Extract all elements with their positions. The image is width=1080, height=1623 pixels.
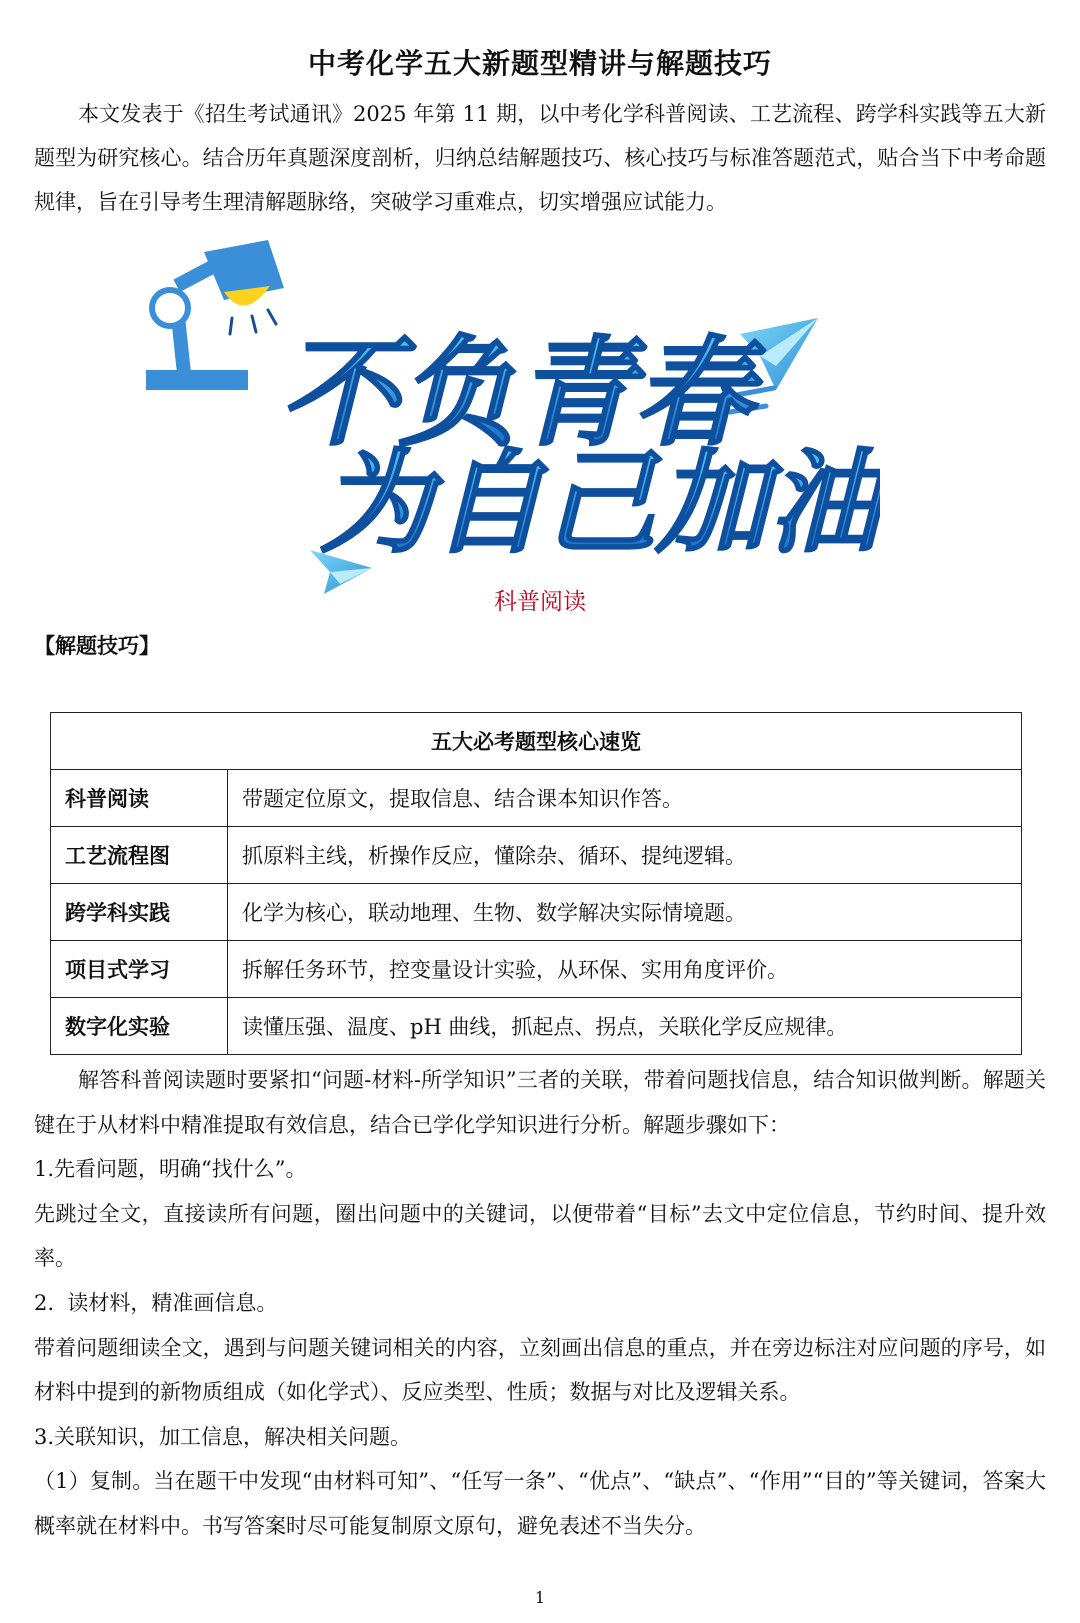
table-row — [51, 998, 1022, 1055]
slogan-line-1: 不负青春 — [280, 324, 753, 462]
table-row — [51, 827, 1022, 884]
table-row — [51, 884, 1022, 941]
body-paragraph: 解答科普阅读题时要紧扣“问题-材料-所学知识”三者的关联，带着问题找信息，结合知识做判断。解题关键在于从材料中精准提取有效信息，结合已学化学知识进行分析。解题步骤如下： — [34, 1068, 1046, 1137]
step-title: 3.关联知识，加工信息，解决相关问题。 — [34, 1424, 412, 1449]
step-text: 先跳过全文，直接读所有问题，圈出问题中的关键词，以便带着“目标”去文中定位信息，节约时间、提升效率。 — [34, 1201, 1046, 1271]
step-title: 2. 读材料，精准画信息。 — [34, 1290, 278, 1315]
step-text: 带着问题细读全文，遇到与问题关键词相关的内容，立刻画出信息的重点，并在旁边标注对应问题的序号，如材料中提到的新物质组成（如化学式）、反应类型、性质；数据与对比及逻辑关系。 — [34, 1335, 1046, 1405]
table-row — [51, 770, 1022, 827]
desk-lamp-icon — [146, 240, 284, 390]
tips-heading: 【解题技巧】 — [34, 633, 160, 658]
table-caption-row — [51, 713, 1022, 770]
summary-cell: 读懂压强、温度、pH 曲线，抓起点、拐点，关联化学反应规律。 — [228, 998, 1022, 1055]
summary-cell: 化学为核心，联动地理、生物、数学解决实际情境题。 — [228, 884, 1022, 941]
question-type-cell: 科普阅读 — [51, 770, 228, 827]
section-label: 科普阅读 — [494, 589, 586, 615]
slogan-line-2: 为自己加油 — [320, 439, 880, 569]
table-caption: 五大必考题型核心速览 — [51, 713, 1022, 770]
body-text — [34, 1058, 1046, 1549]
question-type-cell: 跨学科实践 — [51, 884, 228, 941]
step-title: 1.先看问题，明确“找什么”。 — [34, 1157, 307, 1182]
table-row — [51, 941, 1022, 998]
summary-cell: 抓原料主线，析操作反应，懂除杂、循环、提纯逻辑。 — [228, 827, 1022, 884]
overview-table — [50, 712, 1022, 1055]
page-number: 1 — [534, 1588, 546, 1607]
summary-cell: 带题定位原文，提取信息、结合课本知识作答。 — [228, 770, 1022, 827]
intro-paragraph: 本文发表于《招生考试通讯》2025 年第 11 期，以中考化学科普阅读、工艺流程、跨学科实践等五大新题型为研究核心。结合历年真题深度剖析，归纳总结解题技巧、核心技巧与标准答题范式，贴合当下中考命题规律，旨在引导考生理清解题脉络，突破学习重难点，切实增强应试能力。 — [34, 102, 1046, 214]
question-type-cell: 项目式学习 — [51, 941, 228, 998]
step-sub-text: （1）复制。当在题干中发现“由材料可知”、“任写一条”、“优点”、“缺点”、“作用”“目的”等关键词，答案大概率就在材料中。书写答案时尽可能复制原文原句，避免表述不当失分。 — [34, 1469, 1046, 1538]
question-type-cell: 工艺流程图 — [51, 827, 228, 884]
slogan-banner — [140, 238, 880, 608]
question-type-cell: 数字化实验 — [51, 998, 228, 1055]
summary-cell: 拆解任务环节，控变量设计实验，从环保、实用角度评价。 — [228, 941, 1022, 998]
document-title: 中考化学五大新题型精讲与解题技巧 — [307, 47, 772, 80]
